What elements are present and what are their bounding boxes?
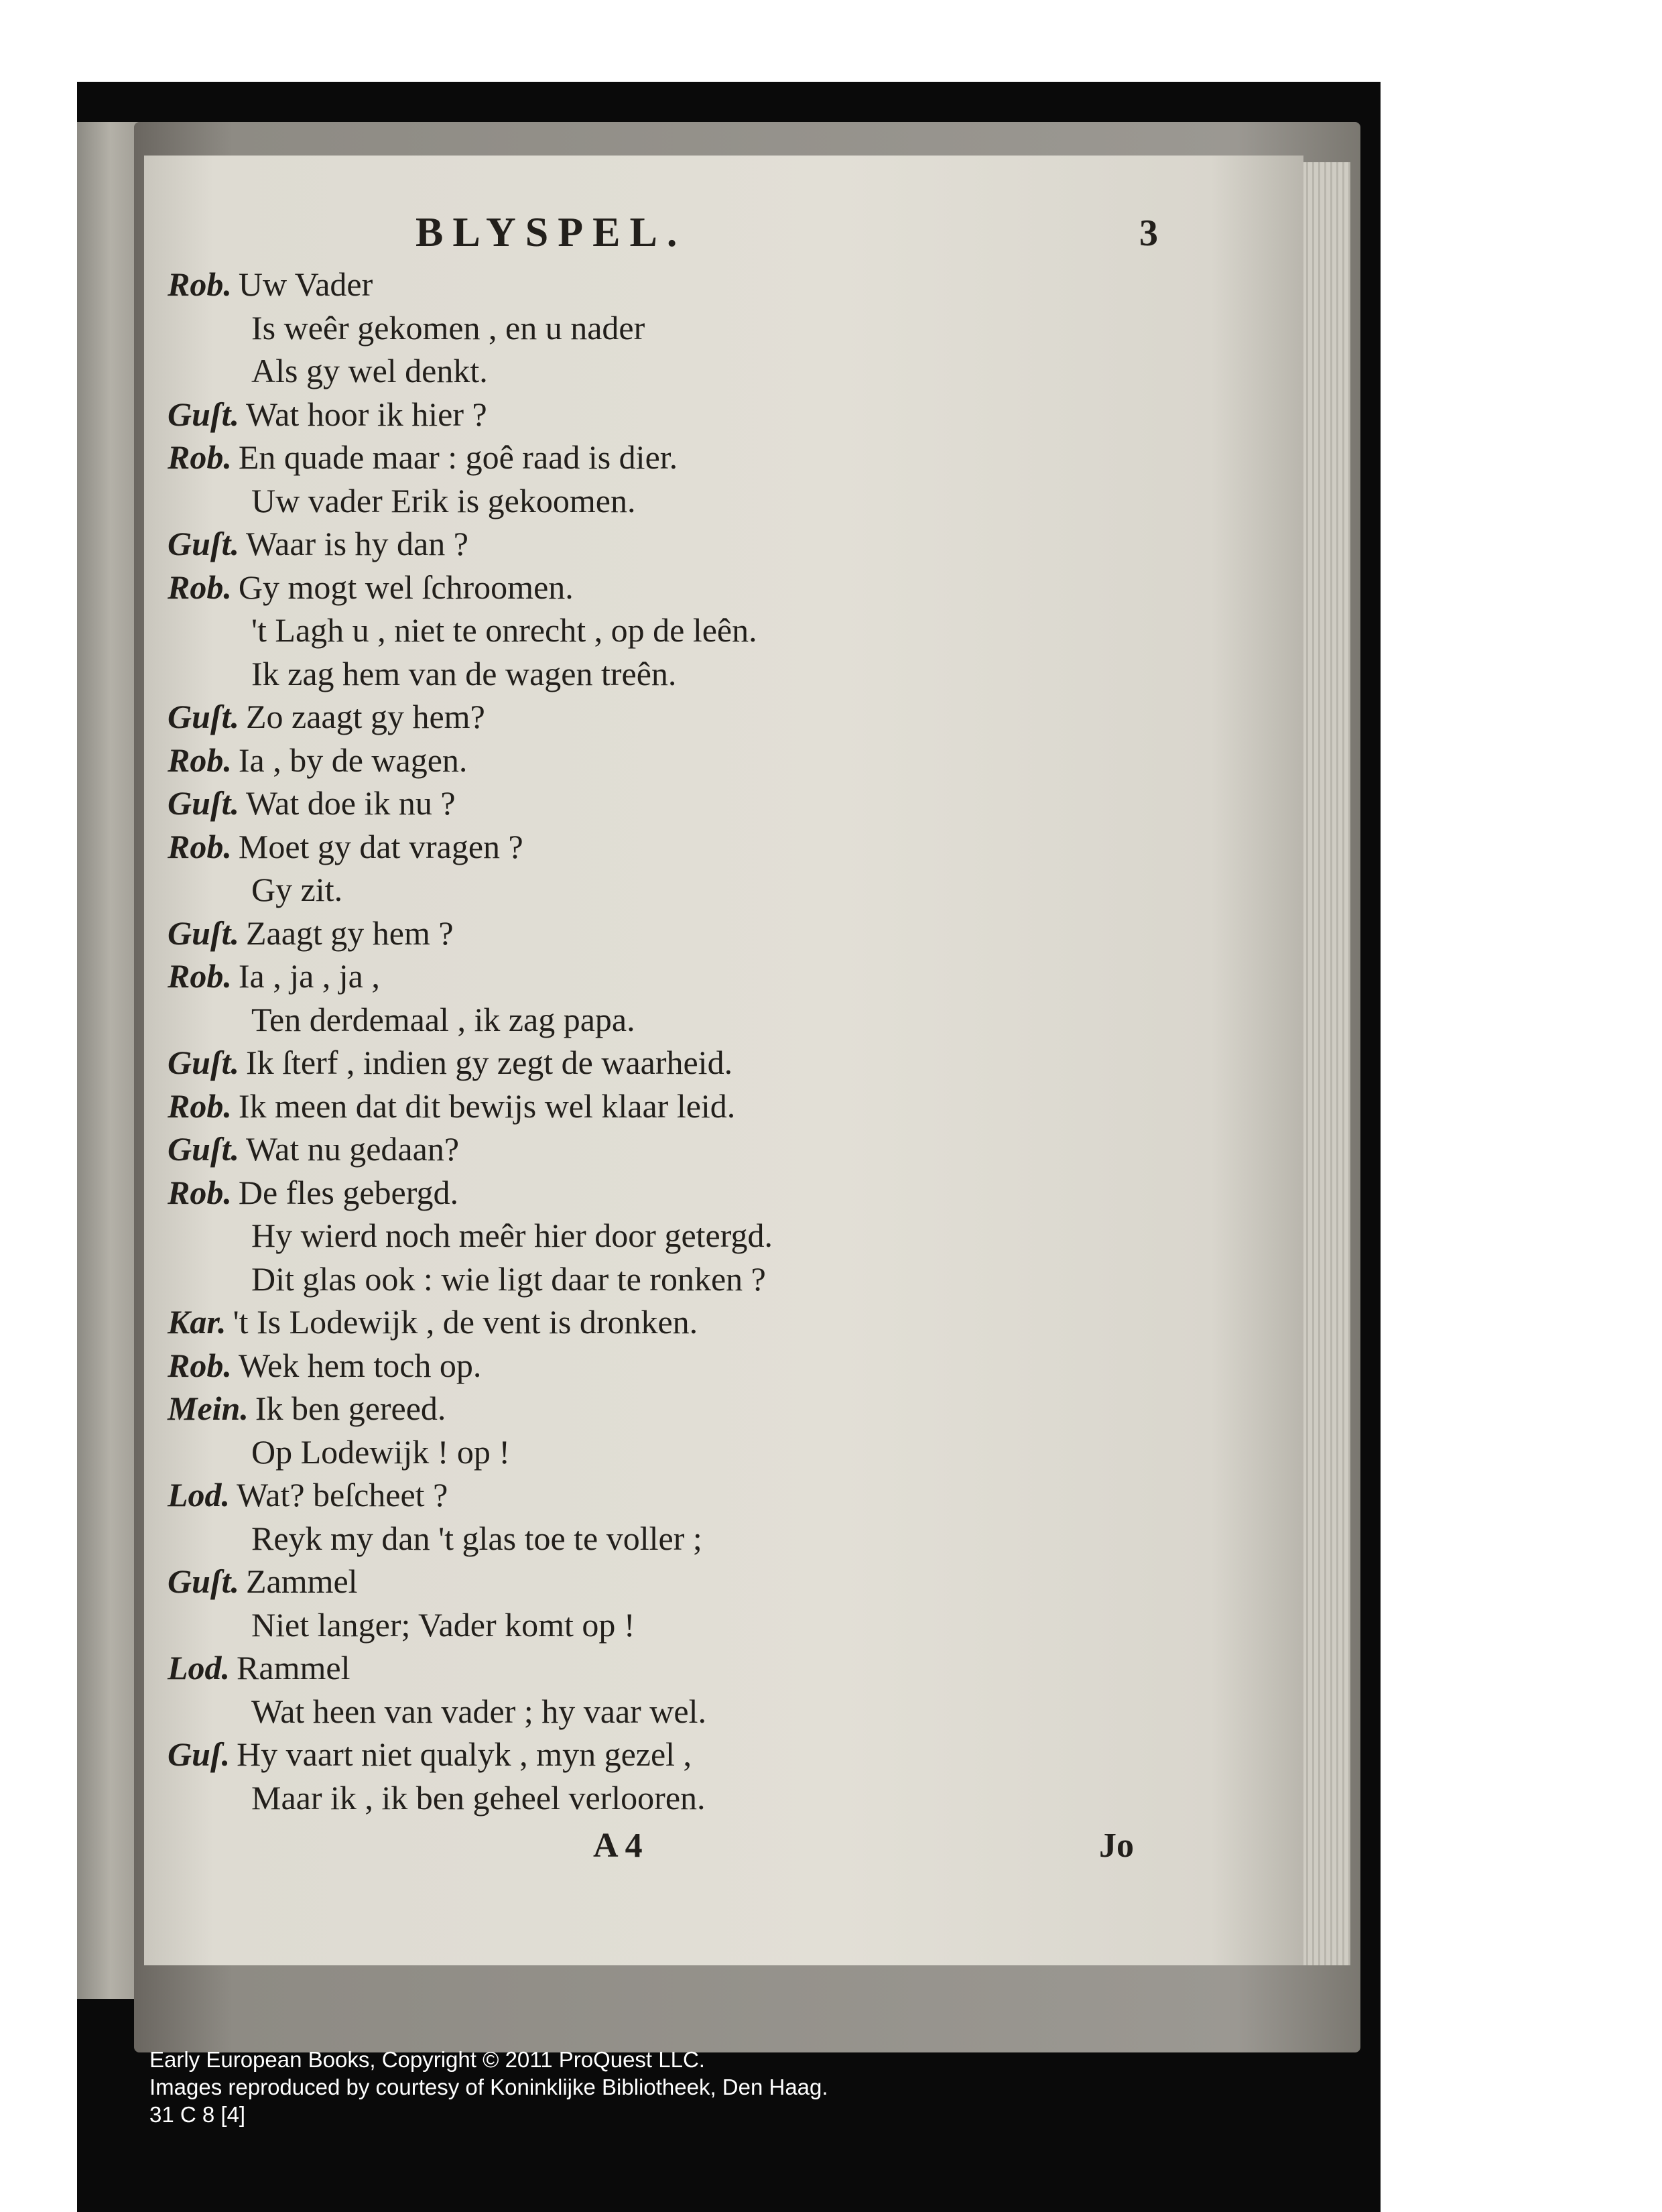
speaker-label: Rob.	[168, 438, 232, 476]
speaker-label: Rob.	[168, 1173, 232, 1211]
verse-line	[168, 1041, 1173, 1085]
verse-text: 't Lagh u , niet te onrecht , op de leên.	[251, 611, 757, 649]
verse-line	[168, 1690, 1173, 1733]
verse-line	[168, 522, 1173, 566]
verse-line	[168, 1387, 1173, 1430]
verse-line	[168, 436, 1173, 479]
verse-line	[168, 912, 1173, 955]
verse-lines	[168, 263, 1173, 1819]
verse-text: Hy vaart niet qualyk , myn gezel ,	[237, 1735, 692, 1773]
verse-line	[168, 1127, 1173, 1171]
verse-line	[168, 1085, 1173, 1128]
scanned-page-image	[77, 82, 1381, 2212]
verse-text: Zo zaagt gy hem?	[245, 698, 485, 735]
verse-text: Op Lodewijk ! op !	[251, 1432, 511, 1471]
speaker-label: Guſ.	[168, 1735, 231, 1773]
verse-text: Wek hem toch op.	[238, 1346, 482, 1384]
verse-line	[168, 1733, 1173, 1776]
verse-line	[168, 1603, 1173, 1647]
verse-line	[168, 998, 1173, 1042]
verse-line	[168, 1646, 1173, 1690]
speaker-label: Lod.	[168, 1649, 231, 1686]
verse-line	[168, 1257, 1173, 1301]
verse-text: Maar ik , ik ben geheel verlooren.	[251, 1778, 706, 1817]
catchword: Jo	[1099, 1827, 1134, 1865]
verse-line	[168, 825, 1173, 869]
verse-line	[168, 1776, 1173, 1820]
verse-text: Ik ben gereed.	[255, 1390, 446, 1427]
verse-text: Ia , by de wagen.	[238, 741, 468, 779]
signature-mark-top: 3	[1139, 212, 1158, 254]
verse-text: 't Is Lodewijk , de vent is dronken.	[233, 1303, 698, 1341]
speaker-label: Kar.	[168, 1303, 227, 1341]
speaker-label: Rob.	[168, 1087, 232, 1125]
verse-line	[168, 782, 1173, 825]
verse-text: Als gy wel denkt.	[251, 352, 488, 389]
speaker-label: Guſt.	[168, 914, 239, 952]
speaker-label: Guſt.	[168, 784, 239, 822]
verse-text: Gy mogt wel ſchroomen.	[238, 568, 574, 606]
running-head	[168, 209, 1173, 263]
verse-line	[168, 1300, 1173, 1344]
copyright-caption	[149, 2046, 828, 2128]
speaker-label: Guſt.	[168, 525, 239, 562]
verse-line	[168, 609, 1173, 652]
verse-line	[168, 1344, 1173, 1388]
verse-text: Hy wierd noch meêr hier door getergd.	[251, 1217, 773, 1254]
speaker-label: Guſt.	[168, 698, 239, 735]
verse-line	[168, 739, 1173, 782]
verse-text: En quade maar : goê raad is dier.	[238, 438, 678, 476]
verse-text: Wat doe ik nu ?	[245, 784, 456, 822]
verse-line	[168, 868, 1173, 912]
verse-text: Uw vader Erik is gekoomen.	[251, 481, 636, 519]
verse-line	[168, 306, 1173, 350]
verse-line	[168, 1430, 1173, 1474]
page-footer	[168, 1826, 1173, 1880]
speaker-label: Rob.	[168, 568, 232, 606]
caption-line: Images reproduced by courtesy of Koninklijke Bibliotheek, Den Haag.	[149, 2075, 828, 2099]
page-text	[168, 209, 1173, 1880]
speaker-label: Guſt.	[168, 1130, 239, 1168]
verse-line	[168, 263, 1173, 306]
verse-line	[168, 479, 1173, 523]
verse-text: Wat? beſcheet ?	[237, 1476, 448, 1514]
signature-mark: A 4	[593, 1827, 643, 1865]
verse-text: Moet gy dat vragen ?	[238, 827, 523, 865]
verse-text: Rammel	[237, 1649, 350, 1686]
speaker-label: Guſt.	[168, 1562, 239, 1600]
verse-text: Ten derdemaal , ik zag papa.	[251, 1000, 635, 1038]
verse-line	[168, 393, 1173, 436]
verse-line	[168, 349, 1173, 393]
verse-line	[168, 652, 1173, 696]
verse-text: Gy zit.	[251, 871, 343, 908]
verse-text: Uw Vader	[238, 265, 373, 303]
running-head-title: BLYSPEL.	[416, 210, 687, 255]
verse-line	[168, 1517, 1173, 1560]
verse-line	[168, 1214, 1173, 1257]
verse-line	[168, 1171, 1173, 1215]
verse-text: Zammel	[245, 1562, 358, 1600]
verse-line	[168, 1560, 1173, 1603]
speaker-label: Rob.	[168, 265, 232, 303]
caption-line: 31 C 8 [4]	[149, 2102, 246, 2127]
verse-text: Niet langer; Vader komt op !	[251, 1605, 635, 1644]
speaker-label: Lod.	[168, 1476, 231, 1514]
verse-text: Wat nu gedaan?	[245, 1130, 460, 1168]
speaker-label: Guſt.	[168, 1044, 239, 1081]
verse-text: Is weêr gekomen , en u nader	[251, 308, 645, 347]
verse-text: Waar is hy dan ?	[245, 525, 468, 562]
verse-text: De fles gebergd.	[238, 1173, 458, 1211]
verse-text: Ik ſterf , indien gy zegt de waarheid.	[245, 1044, 733, 1081]
verse-text: Wat heen van vader ; hy vaar wel.	[251, 1692, 707, 1730]
verse-text: Dit glas ook : wie ligt daar te ronken ?	[251, 1259, 766, 1298]
verse-line	[168, 695, 1173, 739]
speaker-label: Rob.	[168, 957, 232, 995]
speaker-label: Guſt.	[168, 395, 239, 433]
speaker-label: Mein.	[168, 1390, 249, 1427]
verse-text: Ik zag hem van de wagen treên.	[251, 654, 677, 692]
verse-text: Reyk my dan 't glas toe te voller ;	[251, 1519, 702, 1557]
speaker-label: Rob.	[168, 1346, 232, 1384]
verse-line	[168, 566, 1173, 609]
verse-text: Ik meen dat dit bewijs wel klaar leid.	[238, 1087, 736, 1125]
verse-text: Zaagt gy hem ?	[245, 914, 454, 952]
speaker-label: Rob.	[168, 741, 232, 779]
verse-text: Ia , ja , ja ,	[238, 957, 380, 995]
verse-line	[168, 1473, 1173, 1517]
verse-line	[168, 955, 1173, 998]
caption-line: Early European Books, Copyright © 2011 ProQuest LLC.	[149, 2047, 705, 2072]
verse-text: Wat hoor ik hier ?	[245, 395, 487, 433]
speaker-label: Rob.	[168, 827, 232, 865]
